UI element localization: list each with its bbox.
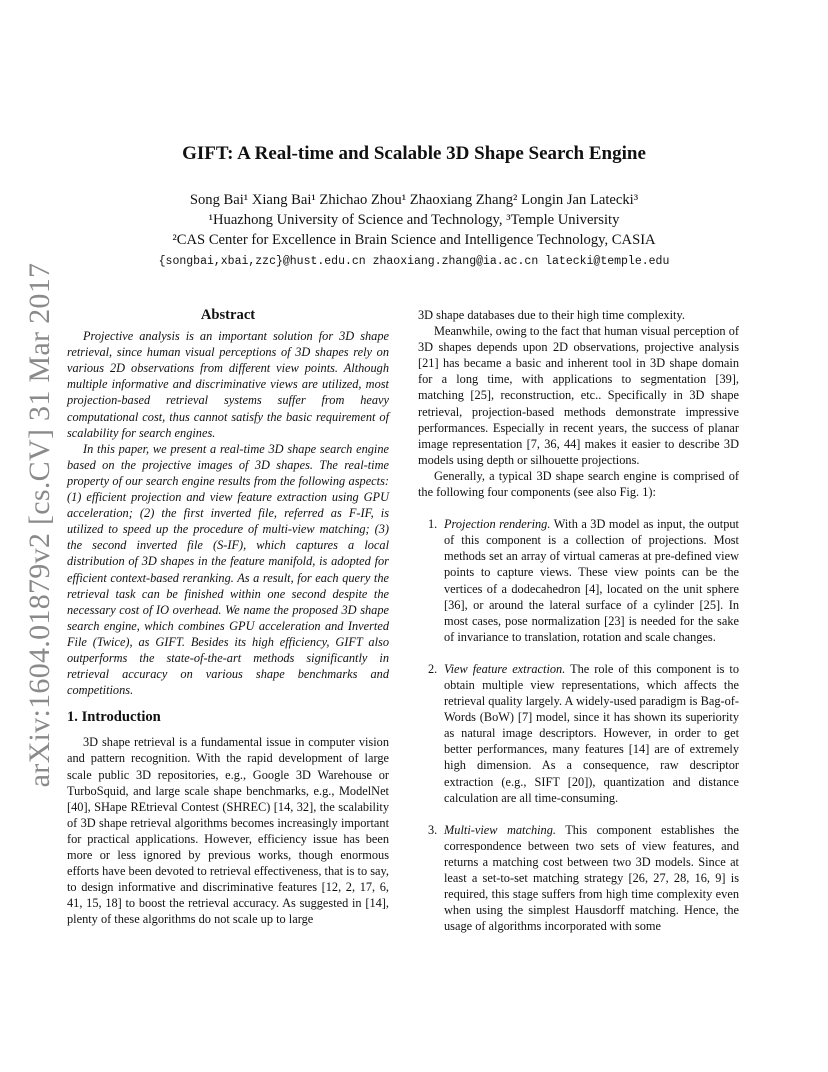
abstract-paragraph-2: In this paper, we present a real-time 3D shape search engine based on the projective images of 3D shapes. The real-time property of our search engine results from the following aspects: (1) efficient projection and view feature extraction using GPU acceleration; (2) the first inverted file, referred as F-IF, is utilized to speed up the procedure of multi-view matching; (3) the second inverted file (S-IF), which captures a local distribution of 3D shapes in the feature manifold, is adopted for efficient context-based reranking. As a result, for each query the retrieval task can be finished within one second despite the necessary cost of IO overhead. We name the proposed 3D shape search engine, which combines GPU acceleration and Inverted File (Twice), as GIFT. Besides its high efficiency, GIFT also outperforms the state-of-the-art methods significantly in retrieval accuracy on various shape benchmarks and competitions. <box>67 441 389 698</box>
list-item-number: 3. <box>428 822 438 837</box>
affiliation-line-2: ²CAS Center for Excellence in Brain Science and Intelligence Technology, CASIA <box>172 232 656 248</box>
paper-title: GIFT: A Real-time and Scalable 3D Shape Search Engine <box>182 143 646 164</box>
introduction-paragraph-1: 3D shape retrieval is a fundamental issue in computer vision and pattern recognition. With the rapid development of large scale public 3D repositories, e.g., Google 3D Warehouse or TurboSquid, and large scale shape benchmarks, e.g., ModelNet [40], SHape REtrieval Contest (SHREC) [14, 32], the scalability of 3D shape retrieval algorithms becomes increasingly important for practical applications. However, efficiency issue has been more or less ignored by previous works, though enormous efforts have been devoted to retrieval effectiveness, that is to say, to design informative and discriminative features [12, 2, 17, 6, 41, 15, 18] to boost the retrieval accuracy. As suggested in [14], plenty of these algorithms do not scale up to large <box>67 735 389 927</box>
left-column <box>67 307 389 927</box>
abstract-heading: Abstract <box>200 307 256 323</box>
right-paragraph-2: Generally, a typical 3D shape search engine is comprised of the following four components (see also Fig. 1): <box>418 468 739 500</box>
list-item-text: With a 3D model as input, the output of this component is a collection of projections. Most methods set an array of virtual cameras at pre-defined view points to capture views. These view points can be the vertices of a dodecahedron [4], located on the unit sphere [36], or around the lateral surface of a cylinder [25]. In most cases, pose normalization [23] is needed for the sake of invariance to translation, rotation and scale changes. <box>444 517 739 644</box>
arxiv-sidebar-stamp <box>22 262 58 788</box>
affiliation-line-1: ¹Huazhong University of Science and Technology, ³Temple University <box>208 212 620 228</box>
list-item-text: This component establishes the correspondence between two sets of view features, and returns a matching cost between two 3D models. Since at least a set-to-set matching strategy [26, 27, 28, 16, 9] is required, this stage suffers from high time complexity even when using the simplest Hausdorff matching. Hence, the usage of algorithms incorporated with some <box>444 822 739 934</box>
list-item <box>418 516 739 645</box>
author-emails: {songbai,xbai,zzc}@hust.edu.cn zhaoxiang.zhang@ia.ac.cn latecki@temple.edu <box>158 255 670 268</box>
list-item-number: 2. <box>428 661 438 676</box>
arxiv-id-text: arXiv:1604.01879v2 [cs.CV] 31 Mar 2017 <box>23 262 56 788</box>
right-paragraph-continuation: 3D shape databases due to their high time complexity. <box>418 308 685 322</box>
list-item-number: 1. <box>428 517 438 532</box>
list-item-lead: Multi-view matching. <box>444 822 556 837</box>
list-item <box>418 661 739 806</box>
author-list: Song Bai¹ Xiang Bai¹ Zhichao Zhou¹ Zhaoxiang Zhang² Longin Jan Latecki³ <box>189 192 639 208</box>
abstract-paragraph-1: Projective analysis is an important solution for 3D shape retrieval, since human visual perceptions of 3D shapes rely on various 2D observations from different view points. Although multiple informative and discriminative views are utilized, most projection-based retrieval systems suffer from heavy computational cost, thus cannot satisfy the basic requirement of scalability for search engines. <box>67 329 389 440</box>
list-item-text: The role of this component is to obtain multiple view representations, which affects the retrieval quality largely. A widely-used paradigm is Bag-of-Words (BoW) [7] model, since it has shown its superiority as natural image descriptors. However, in order to get better performances, many features [14] are of extremely high dimension. As a consequence, raw descriptor extraction (e.g., SIFT [20]), quantization and distance calculation are all time-consuming. <box>444 661 740 805</box>
list-item-lead: View feature extraction. <box>444 661 566 676</box>
introduction-heading: 1. Introduction <box>67 709 161 726</box>
right-paragraph-1: Meanwhile, owing to the fact that human visual perception of 3D shapes depends upon 2D observations, projective analysis [21] has became a basic and inherent tool in 3D shape domain for a long time, with applications to segmentation [39], matching [25], reconstruction, etc.. Specifically in 3D shape retrieval, projection-based methods demonstrate impressive performances. Especially in recent years, the success of planar image representation [7, 36, 44] makes it easier to describe 3D models using depth or silhouette projections. <box>418 324 739 467</box>
right-column <box>418 307 739 934</box>
list-item <box>418 822 739 935</box>
components-list <box>418 516 739 934</box>
list-item-lead: Projection rendering. <box>444 517 551 532</box>
